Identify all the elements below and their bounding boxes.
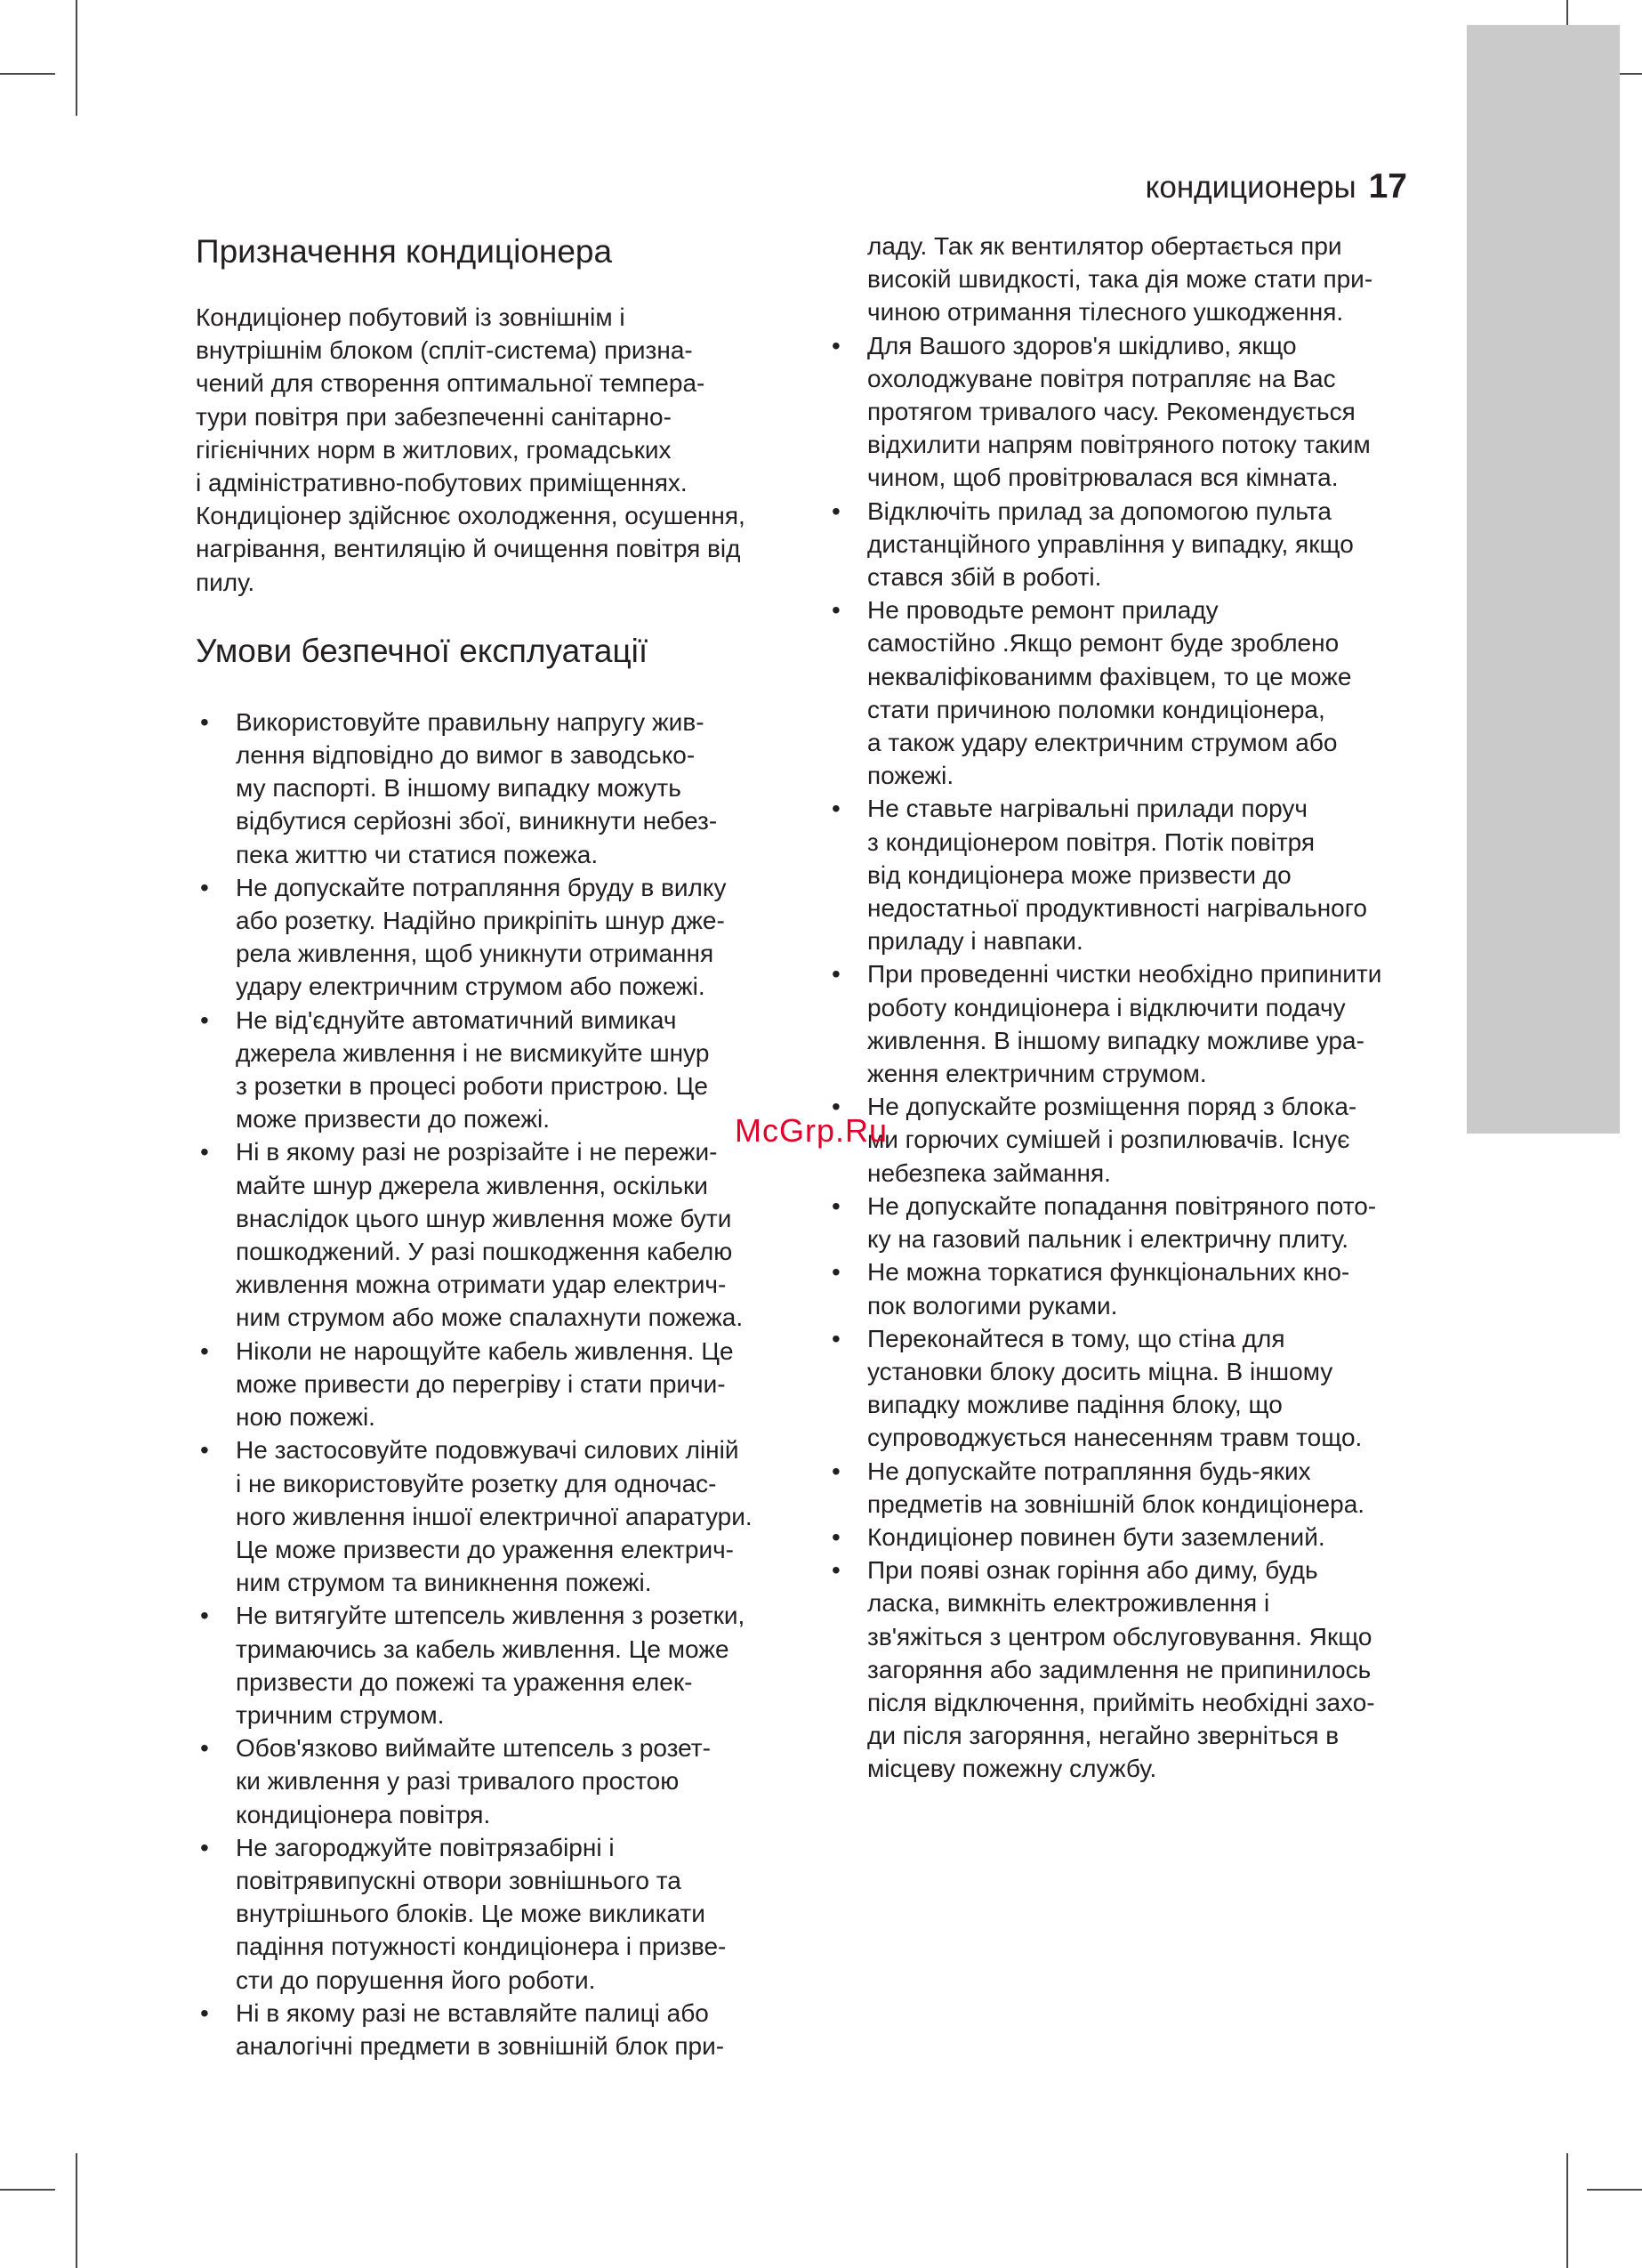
list-item: • Не допускайте потрапляння будь-яких предметів на зовнішній блок кондиціонера.: [827, 1455, 1414, 1521]
heading-purpose: Призначення кондиціонера: [196, 233, 613, 270]
list-item: • При проведенні чистки необхідно припинити роботу кондиціонера і відключити подачу живлення. В іншому випадку можливе ура- ження електричним струмом.: [827, 957, 1414, 1090]
safety-list-left: [196, 706, 801, 2062]
list-item: • Не витягуйте штепсель живлення з розетки, тримаючись за кабель живлення. Це може призвести до пожежі та ураження елек- тричним струмом.: [196, 1599, 801, 1731]
page-number: 17: [1368, 167, 1407, 206]
list-item: • Не від'єднуйте автоматичний вимикач джерела живлення і не висмикуйте шнур з розетки в процесі роботи пристрою. Це може призвести до пожежі.: [196, 1004, 801, 1136]
list-item: • Кондиціонер повинен бути заземлений.: [827, 1521, 1414, 1554]
crop-mark: [0, 2189, 55, 2191]
list-item: • Використовуйте правильну напругу жив- лення відповідно до вимог в заводсько- му паспорті. В іншому випадку можуть відбутися серйозні збої, виникнути небез- пека життю чи статися пожежа.: [196, 706, 801, 871]
list-item: • Не загороджуйте повітрязабірні і повітрявипускні отвори зовнішнього та внутрішнього блоків. Це може викликати падіння потужності кондиціонера і призве- сти до порушення його роботи.: [196, 1831, 801, 1997]
list-item: • Ніколи не нарощуйте кабель живлення. Це може привести до перегріву і стати причи- ною пожежі.: [196, 1335, 801, 1434]
purpose-paragraph: Кондиціонер побутовий із зовнішнім і внутрішнім блоком (спліт-система) призна- чений для створення оптимальної темпера- тури повітря при забезпеченні санітарно- гігієнічних норм в житлових, громадських і адміністративно-побутових приміщеннях. Кондиціонер здійснює охолодження, осушення, нагрівання, вентиляцію й очищення повітря від пилу.: [196, 303, 745, 596]
list-item: • Обов'язково виймайте штепсель з розет- ки живлення у разі тривалого простою кондиціонера повітря.: [196, 1731, 801, 1831]
list-item: • Переконайтеся в тому, що стіна для установки блоку досить міцна. В іншому випадку можливе падіння блоку, що супроводжується нанесенням травм тощо.: [827, 1322, 1414, 1455]
running-header: [1146, 167, 1407, 206]
list-item: • Не допускайте потрапляння бруду в вилку або розетку. Надійно прикріпіть шнур дже- рела живлення, щоб уникнути отримання удару електричним струмом або пожежі.: [196, 871, 801, 1004]
list-item: • Не допускайте попадання повітряного пото- ку на газовий пальник і електричну плиту.: [827, 1190, 1414, 1255]
list-item: • При появі ознак горіння або диму, будь ласка, вимкніть електроживлення і зв'яжіться з центром обслуговування. Якщо загоряння або задимлення не припинилось після відключення, прийміть необхідні захо- ди після загоряння, негайно зверніться в місцеву пожежну службу.: [827, 1554, 1414, 1785]
left-column: [196, 230, 801, 2062]
safety-list-right: [827, 230, 1414, 1786]
crop-mark: [76, 2153, 77, 2268]
crop-mark: [76, 0, 77, 116]
section-side-tab: [1467, 25, 1620, 1134]
right-column: [827, 230, 1414, 1786]
heading-safety: Умови безпечної експлуатації: [196, 632, 648, 669]
list-item: • Не можна торкатися функціональних кно- пок вологими руками.: [827, 1255, 1414, 1321]
crop-mark: [0, 73, 55, 75]
watermark: McGrp.Ru: [735, 1112, 889, 1149]
list-item: • Відключіть прилад за допомогою пульта дистанційного управління у випадку, якщо стався збій в роботі.: [827, 495, 1414, 594]
crop-mark: [1587, 2189, 1642, 2191]
list-item: • Не проводьте ремонт приладу самостійно .Якщо ремонт буде зроблено некваліфікованимм фахівцем, то це може стати причиною поломки кондиціонера, а також удару електричним струмом або пожежі.: [827, 593, 1414, 792]
list-item: • Не допускайте розміщення поряд з блока- ми горючих сумішей і розпилювачів. Існує небезпека займання.: [827, 1090, 1414, 1190]
list-item: • Для Вашого здоров'я шкідливо, якщо охолоджуване повітря потрапляє на Вас протягом тривалого часу. Рекомендується відхилити напрям повітряного потоку таким чином, щоб провітрювалася вся кімната.: [827, 329, 1414, 495]
list-item: • Не ставьте нагрівальні прилади поруч з кондиціонером повітря. Потік повітря від кондиціонера може призвести до недостатньої продуктивності нагрівального приладу і навпаки.: [827, 792, 1414, 957]
list-item-continuation: ладу. Так як вентилятор обертається при високій швидкості, така дія може стати при- чиною отримання тілесного ушкодження.: [867, 232, 1373, 327]
list-item: • Ні в якому разі не вставляйте палиці або аналогічні предмети в зовнішній блок при-: [196, 1997, 801, 2062]
header-section-title: кондиционеры: [1145, 170, 1356, 205]
crop-mark: [1566, 2153, 1568, 2268]
list-item: • Не застосовуйте подовжувачі силових ліній і не використовуйте розетку для одночас- ного живлення іншої електричної апаратури. Це може призвести до ураження електрич- ним струмом та виникнення пожежі.: [196, 1433, 801, 1599]
list-item: • Ні в якому разі не розрізайте і не пережи- майте шнур джерела живлення, оскільки внаслідок цього шнур живлення може бути пошкоджений. У разі пошкодження кабелю живлення можна отримати удар електрич- ним струмом або може спалахнути пожежа.: [196, 1135, 801, 1334]
